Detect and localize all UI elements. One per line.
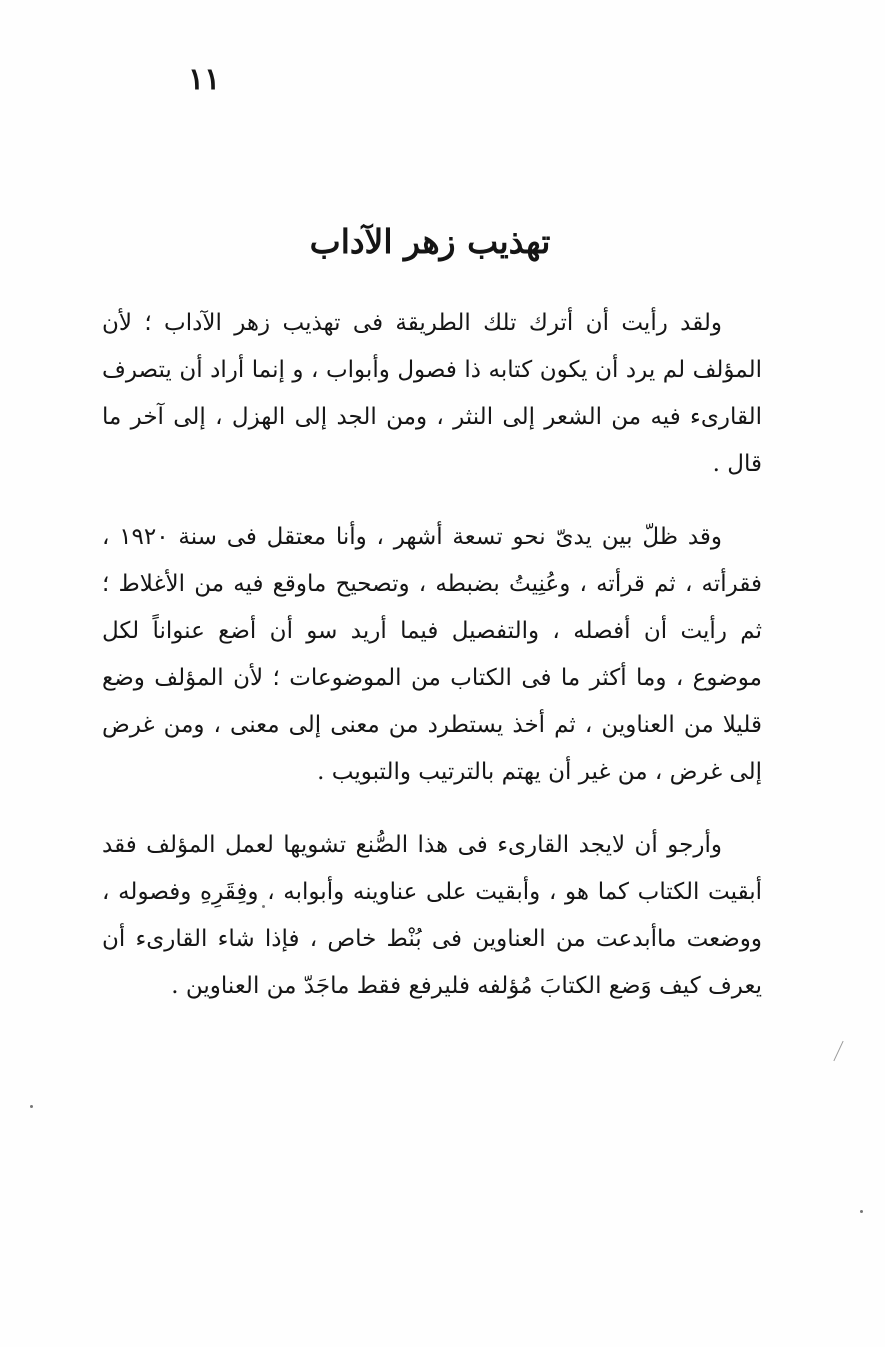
scan-speck [30,1105,33,1108]
paragraph-1: ولقد رأيت أن أترك تلك الطريقة فى تهذيب زهر الآداب ؛ لأن المؤلف لم يرد أن يكون كتابه ذا فصول وأبواب ، و إنما أراد أن يتصرف القارىء فيه من الشعر إلى النثر ، ومن الجد إلى الهزل ، إلى آخر ما قال . [102,310,762,477]
paragraph-3: وأرجو أن لايجد القارىء فى هذا الصُّنع تشويها لعمل المؤلف فقد أبقيت الكتاب كما هو ، وأبقيت على عناوينه وأبوابه ، وفِقَرِهِ وفصوله ، ووضعت ماأبدعت من العناوين فى بُنْط خاص ، فإذا شاء القارىء أن يعرف كيف وَضع الكتابَ مُؤلفه فليرفع فقط ماجَدّ من العناوين . [102,832,762,999]
scan-speck [860,1210,863,1213]
paragraph-2: وقد ظلّ بين يدىّ نحو تسعة أشهر ، وأنا معتقل فى سنة ١٩٢٠ ، فقرأته ، ثم قرأته ، وعُنِيتُ بضبطه ، وتصحيح ماوقع فيه من الأغلاط ؛ ثم رأيت أن أفصله ، والتفصيل فيما أريد سو أن أضع عنواناً لكل موضوع ، وما أكثر ما فى الكتاب من الموضوعات ؛ لأن المؤلف وضع قليلا من العناوين ، ثم أخذ يستطرد من معنى إلى معنى ، ومن غرض إلى غرض ، من غير أن يهتم بالترتيب والتبويب . [102,524,762,785]
page-number: ١١ [188,62,221,97]
scan-speck [262,905,265,908]
section-title: تهذيب زهر الآداب [309,222,551,261]
body-text [102,300,762,1010]
scan-speck [833,1041,843,1061]
